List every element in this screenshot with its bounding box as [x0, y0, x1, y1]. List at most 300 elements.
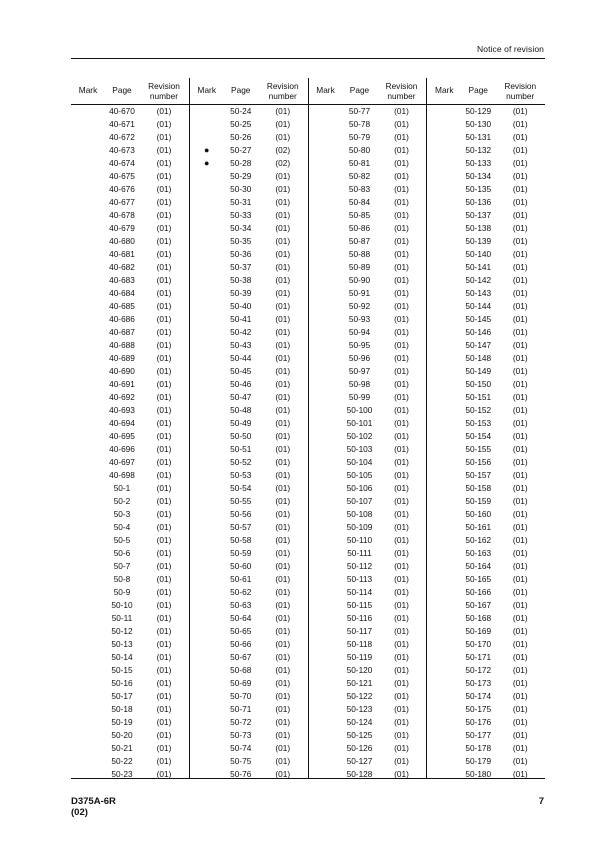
page-number-cell: 50-34 [230, 223, 252, 233]
page-number-cell: 50-9 [113, 587, 131, 597]
table-row [71, 274, 189, 287]
table-row [427, 157, 545, 170]
page-number-cell: 50-119 [346, 652, 373, 662]
table-row [427, 287, 545, 300]
revision-number-cell: (01) [394, 496, 409, 506]
table-row [190, 222, 308, 235]
revision-number-cell: (01) [394, 587, 409, 597]
page-number-cell: 50-137 [465, 210, 492, 220]
page-number-cell: 50-97 [348, 366, 371, 376]
page-number-cell: 40-691 [109, 379, 135, 389]
page-number-cell: 50-10 [111, 600, 133, 610]
page-number-cell: 50-158 [465, 483, 492, 493]
page-number-cell: 50-1 [113, 483, 131, 493]
page-number-cell: 50-122 [346, 691, 373, 701]
revision-number-cell: (01) [512, 730, 528, 740]
revision-number-cell: (01) [275, 418, 291, 428]
page-number-cell: 50-88 [348, 249, 371, 259]
page-number-cell: 50-161 [465, 522, 492, 532]
page-number-cell: 50-104 [346, 457, 373, 467]
table-row [427, 521, 545, 534]
page-number-cell: 50-48 [230, 405, 252, 415]
revision-number-cell: (01) [156, 379, 172, 389]
page-number-cell: 50-107 [346, 496, 373, 506]
table-row [71, 469, 189, 482]
page-number-cell: 50-45 [230, 366, 252, 376]
page-number-cell: 50-176 [465, 717, 492, 727]
page-number-cell: 50-139 [465, 236, 492, 246]
table-row [190, 482, 308, 495]
page-number-cell: 50-89 [348, 262, 371, 272]
table-row [427, 105, 545, 118]
page-number-cell: 50-2 [113, 496, 131, 506]
revision-number-cell: (01) [512, 600, 528, 610]
table-row [309, 300, 427, 313]
revision-number-cell: (01) [156, 743, 172, 753]
table-row [427, 443, 545, 456]
table-row [427, 482, 545, 495]
table-row [427, 599, 545, 612]
revision-number-cell: (01) [394, 626, 409, 636]
revision-number-cell: (01) [156, 223, 172, 233]
page-number-cell: 50-154 [465, 431, 492, 441]
page-number-cell: 40-693 [109, 405, 135, 415]
revision-number-cell: (01) [156, 314, 172, 324]
revision-number-cell: (01) [394, 184, 409, 194]
revision-number-cell: (01) [156, 613, 172, 623]
revision-number-cell: (01) [275, 184, 291, 194]
page-number-cell: 50-92 [348, 301, 371, 311]
revision-number-cell: (01) [275, 496, 291, 506]
table-row [427, 690, 545, 703]
revision-number-cell: (01) [275, 756, 291, 766]
revision-number-cell: (01) [275, 353, 291, 363]
revision-number-cell: (02) [275, 158, 291, 168]
revision-number-cell: (01) [512, 652, 528, 662]
table-row [427, 742, 545, 755]
table-row [309, 690, 427, 703]
revision-number-cell: (01) [156, 678, 172, 688]
page-number-cell: 40-692 [109, 392, 135, 402]
page-number-cell: 50-117 [346, 626, 373, 636]
revision-number-cell: (01) [275, 535, 291, 545]
page-number-cell: 50-167 [465, 600, 492, 610]
revision-number-cell: (01) [156, 665, 172, 675]
revision-number-cell: (01) [275, 301, 291, 311]
revision-number-cell: (01) [512, 340, 528, 350]
table-row [71, 365, 189, 378]
table-row [190, 690, 308, 703]
page-header-title: Notice of revision [477, 44, 544, 54]
revision-number-cell: (01) [156, 717, 172, 727]
table-row [427, 430, 545, 443]
table-row [309, 222, 427, 235]
revision-number-cell: (01) [275, 483, 291, 493]
model-number: D375A-6R [71, 796, 116, 807]
page-number-cell: 50-87 [348, 236, 371, 246]
page-number-cell: 40-682 [109, 262, 135, 272]
table-row [309, 196, 427, 209]
revision-number-cell: (01) [156, 457, 172, 467]
column-group-header [71, 78, 189, 104]
revision-number-cell: (01) [156, 119, 172, 129]
page-number-cell: 50-144 [465, 301, 492, 311]
revision-number-cell: (01) [156, 561, 172, 571]
revision-number-cell: (01) [156, 210, 172, 220]
page-number-cell: 50-152 [465, 405, 492, 415]
revision-number-cell: (01) [275, 626, 291, 636]
table-row [71, 183, 189, 196]
table-row [71, 157, 189, 170]
table-row [190, 170, 308, 183]
page-number-cell: 50-29 [230, 171, 252, 181]
page-number-cell: 50-64 [230, 613, 252, 623]
revision-number-cell: (01) [394, 145, 409, 155]
revision-number-cell: (01) [275, 379, 291, 389]
table-row [427, 534, 545, 547]
revision-number-cell: (01) [275, 106, 291, 116]
page-number-cell: 50-101 [346, 418, 373, 428]
revision-number-cell: (01) [394, 574, 409, 584]
page-number-cell: 50-138 [465, 223, 492, 233]
page-number-cell: 50-100 [346, 405, 373, 415]
table-row [190, 521, 308, 534]
revision-number-cell: (01) [512, 236, 528, 246]
page-number-cell: 50-110 [346, 535, 373, 545]
table-row [427, 300, 545, 313]
revision-number-cell: (01) [156, 197, 172, 207]
table-row [190, 313, 308, 326]
page-number-cell: 40-678 [109, 210, 135, 220]
page-number-cell: 50-114 [346, 587, 373, 597]
revision-number-cell: (01) [156, 704, 172, 714]
revision-number-cell: (01) [394, 704, 409, 714]
page-number-cell: 50-96 [348, 353, 371, 363]
column-group [71, 78, 189, 779]
revision-mark: ● [204, 145, 210, 155]
table-row [71, 326, 189, 339]
page-number-cell: 50-128 [346, 769, 373, 779]
revision-number-cell: (01) [156, 730, 172, 740]
column-header-revision: Revision number [385, 81, 418, 101]
page-number-cell: 50-141 [465, 262, 492, 272]
page-number-cell: 40-690 [109, 366, 135, 376]
page-number-cell: 40-687 [109, 327, 135, 337]
table-row [427, 560, 545, 573]
revision-number-cell: (01) [156, 184, 172, 194]
revision-number-cell: (01) [156, 353, 172, 363]
table-row [190, 209, 308, 222]
revision-number-cell: (01) [512, 210, 528, 220]
table-row [427, 508, 545, 521]
revision-number-cell: (01) [275, 691, 291, 701]
revision-number-cell: (01) [512, 262, 528, 272]
revision-number-cell: (01) [275, 457, 291, 467]
page-number-cell: 50-8 [113, 574, 131, 584]
table-row [427, 417, 545, 430]
table-row [190, 612, 308, 625]
revision-number-cell: (01) [394, 392, 409, 402]
page-number-cell: 50-124 [346, 717, 373, 727]
revision-number-cell: (01) [394, 275, 409, 285]
revision-number-cell: (01) [394, 561, 409, 571]
page-number-cell: 50-53 [230, 470, 252, 480]
revision-number-cell: (01) [275, 340, 291, 350]
column-group [426, 78, 545, 779]
page-number-cell: 50-151 [465, 392, 492, 402]
table-row [427, 144, 545, 157]
table-row [71, 170, 189, 183]
table-row [190, 378, 308, 391]
revision-number-cell: (01) [275, 769, 291, 779]
revision-number-cell: (01) [512, 392, 528, 402]
table-row [71, 235, 189, 248]
table-row [427, 261, 545, 274]
revision-number-cell: (01) [275, 431, 291, 441]
table-row [427, 638, 545, 651]
table-row [309, 378, 427, 391]
table-row [427, 456, 545, 469]
page-number-cell: 50-145 [465, 314, 492, 324]
revision-mark: ● [204, 158, 210, 168]
page-number-cell: 50-54 [230, 483, 252, 493]
table-row [309, 625, 427, 638]
revision-number-cell: (01) [512, 223, 528, 233]
table-row [427, 209, 545, 222]
page-number-cell: 50-76 [230, 769, 252, 779]
revision-number-cell: (01) [394, 418, 409, 428]
revision-number-cell: (01) [512, 535, 528, 545]
page-number-cell: 50-15 [111, 665, 133, 675]
page-number-cell: 50-157 [465, 470, 492, 480]
table-row [190, 183, 308, 196]
page-number-cell: 50-19 [111, 717, 133, 727]
revision-number-cell: (01) [275, 405, 291, 415]
table-row [71, 547, 189, 560]
revision-number-cell: (01) [156, 691, 172, 701]
table-row [71, 703, 189, 716]
page-number-cell: 50-156 [465, 457, 492, 467]
table-row [427, 703, 545, 716]
page-number-cell: 50-70 [230, 691, 252, 701]
page-number-cell: 50-17 [111, 691, 133, 701]
page-number-cell: 50-58 [230, 535, 252, 545]
revision-number-cell: (01) [156, 366, 172, 376]
table-row [190, 144, 308, 157]
revision-number-cell: (01) [512, 158, 528, 168]
page-number-cell: 40-684 [109, 288, 135, 298]
revision-number-cell: (01) [394, 717, 409, 727]
page-number-cell: 50-49 [230, 418, 252, 428]
page-number-cell: 50-168 [465, 613, 492, 623]
table-row [190, 677, 308, 690]
revision-number-cell: (01) [275, 262, 291, 272]
revision-number-cell: (01) [275, 678, 291, 688]
table-row [309, 534, 427, 547]
page-number-cell: 50-20 [111, 730, 133, 740]
page-number-cell: 50-159 [465, 496, 492, 506]
page-number-cell: 50-55 [230, 496, 252, 506]
table-row [190, 599, 308, 612]
page-number-cell: 50-166 [465, 587, 492, 597]
revision-number-cell: (01) [275, 600, 291, 610]
page-number-cell: 40-674 [109, 158, 135, 168]
page-number-cell: 40-671 [109, 119, 135, 129]
revision-number-cell: (01) [275, 132, 291, 142]
table-row [190, 664, 308, 677]
page-number-cell: 50-31 [230, 197, 252, 207]
page-number-cell: 40-694 [109, 418, 135, 428]
table-row [309, 586, 427, 599]
page-number-cell: 50-143 [465, 288, 492, 298]
revision-number-cell: (01) [512, 691, 528, 701]
page-number-cell: 50-47 [230, 392, 252, 402]
page-number-cell: 50-179 [465, 756, 492, 766]
revision-number-cell: (01) [512, 184, 528, 194]
revision-number-cell: (01) [275, 730, 291, 740]
page-number-cell: 50-4 [113, 522, 131, 532]
revision-number-cell: (01) [156, 652, 172, 662]
revision-number-cell: (01) [275, 652, 291, 662]
revision-number-cell: (01) [394, 288, 409, 298]
revision-number-cell: (01) [275, 704, 291, 714]
page-number-cell: 50-65 [230, 626, 252, 636]
table-row [71, 144, 189, 157]
table-row [309, 443, 427, 456]
page-number-cell: 50-170 [465, 639, 492, 649]
table-row [190, 560, 308, 573]
table-row [427, 729, 545, 742]
page-number-cell: 50-16 [111, 678, 133, 688]
page-number-cell: 50-61 [230, 574, 252, 584]
page-number-cell: 50-80 [348, 145, 371, 155]
table-row [71, 131, 189, 144]
column-header-revision: Revision number [148, 81, 180, 101]
page-number-cell: 50-105 [346, 470, 373, 480]
table-row [190, 443, 308, 456]
revision-number-cell: (01) [156, 509, 172, 519]
revision-number-cell: (01) [156, 626, 172, 636]
table-row [190, 131, 308, 144]
revision-number-cell: (01) [156, 431, 172, 441]
table-row [309, 118, 427, 131]
page-number-cell: 50-68 [230, 665, 252, 675]
table-row [71, 677, 189, 690]
revision-number-cell: (01) [394, 223, 409, 233]
table-row [190, 352, 308, 365]
page-number-cell: 50-35 [230, 236, 252, 246]
page-number-cell: 50-125 [346, 730, 373, 740]
column-header-page: Page [112, 85, 132, 95]
revision-number-cell: (01) [156, 171, 172, 181]
page-number-cell: 50-66 [230, 639, 252, 649]
page-number-cell: 50-62 [230, 587, 252, 597]
page-number-cell: 50-27 [230, 145, 252, 155]
revision-number-cell: (01) [156, 522, 172, 532]
revision-number-cell: (01) [156, 639, 172, 649]
revision-number-cell: (01) [394, 548, 409, 558]
revision-number-cell: (01) [394, 119, 409, 129]
revision-number-cell: (01) [512, 119, 528, 129]
revision-number-cell: (01) [156, 483, 172, 493]
page-number-cell: 50-149 [465, 366, 492, 376]
revision-number-cell: (01) [275, 210, 291, 220]
revision-number-cell: (01) [394, 236, 409, 246]
revision-number-cell: (01) [512, 522, 528, 532]
page-number-cell: 50-160 [465, 509, 492, 519]
page-number-cell: 50-33 [230, 210, 252, 220]
page-number-cell: 50-44 [230, 353, 252, 363]
table-row [427, 612, 545, 625]
page-number-cell: 50-72 [230, 717, 252, 727]
table-row [427, 326, 545, 339]
revision-number-cell: (01) [156, 275, 172, 285]
page-number: 7 [538, 796, 544, 807]
table-row [71, 638, 189, 651]
page-number-cell: 50-108 [346, 509, 373, 519]
revision-number-cell: (01) [512, 574, 528, 584]
revision-number-cell: (01) [394, 613, 409, 623]
table-row [309, 612, 427, 625]
page-number-cell: 50-12 [111, 626, 133, 636]
revision-number-cell: (01) [275, 561, 291, 571]
table-row [190, 339, 308, 352]
revision-number-cell: (01) [156, 496, 172, 506]
footer-model [71, 796, 116, 818]
revision-number-cell: (01) [394, 431, 409, 441]
page-number-cell: 50-148 [465, 353, 492, 363]
revision-number-cell: (01) [394, 652, 409, 662]
page-number-cell: 50-106 [346, 483, 373, 493]
table-row [309, 183, 427, 196]
revision-number-cell: (01) [275, 327, 291, 337]
table-row [190, 651, 308, 664]
table-row [71, 118, 189, 131]
table-row [71, 352, 189, 365]
page-number-cell: 50-115 [346, 600, 373, 610]
table-row [427, 755, 545, 768]
page-number-cell: 50-150 [465, 379, 492, 389]
revision-number-cell: (01) [512, 717, 528, 727]
page-number-cell: 50-7 [113, 561, 131, 571]
revision-number-cell: (01) [512, 418, 528, 428]
table-row [71, 209, 189, 222]
page-number-cell: 50-86 [348, 223, 371, 233]
table-row [190, 404, 308, 417]
table-row [427, 625, 545, 638]
page-number-cell: 50-5 [113, 535, 131, 545]
page-number-cell: 50-109 [346, 522, 373, 532]
page-number-cell: 50-42 [230, 327, 252, 337]
table-row [309, 261, 427, 274]
page-number-cell: 50-21 [111, 743, 133, 753]
page-number-cell: 50-165 [465, 574, 492, 584]
revision-number-cell: (01) [394, 756, 409, 766]
page-number-cell: 50-174 [465, 691, 492, 701]
page-number-cell: 50-129 [465, 106, 492, 116]
page-number-cell: 40-689 [109, 353, 135, 363]
table-row [71, 339, 189, 352]
page-number-cell: 50-116 [346, 613, 373, 623]
revision-number-cell: (02) [275, 145, 291, 155]
table-row [190, 105, 308, 118]
revision-number-cell: (01) [275, 639, 291, 649]
revision-number-cell: (01) [275, 574, 291, 584]
revision-number-cell: (01) [394, 769, 409, 779]
revision-number-cell: (01) [512, 678, 528, 688]
page-number-cell: 50-18 [111, 704, 133, 714]
revision-number-cell: (01) [394, 210, 409, 220]
